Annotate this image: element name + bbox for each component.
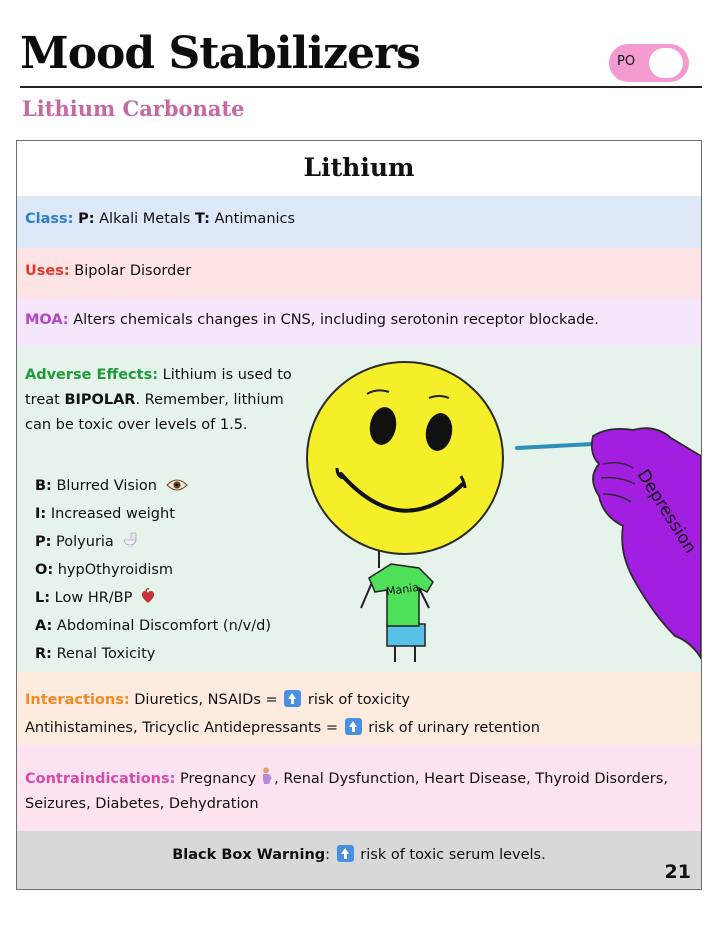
bipolar-mnemonic-list	[35, 472, 271, 668]
up-arrow-icon	[345, 718, 362, 735]
contraindications-row	[17, 745, 701, 831]
interactions-text: risk of toxicity	[307, 692, 410, 708]
interactions-label: Interactions:	[25, 692, 130, 708]
mnemonic-text: Renal Toxicity	[56, 646, 156, 662]
adverse-intro-text: Lithium is used to treat	[25, 367, 292, 408]
class-label: Class:	[25, 211, 74, 227]
eye-icon	[166, 478, 188, 492]
uses-label: Uses:	[25, 263, 70, 279]
list-item	[35, 500, 271, 528]
list-item	[35, 640, 271, 668]
toilet-icon	[122, 532, 138, 548]
class-p-label: P:	[78, 211, 95, 227]
uses-row	[17, 248, 701, 298]
interactions-text: Antihistamines, Tricyclic Antidepressants =	[25, 720, 338, 736]
mnemonic-text: Abdominal Discomfort (n/v/d)	[56, 618, 271, 634]
mnemonic-letter: A:	[35, 618, 53, 634]
heart-icon	[141, 588, 155, 604]
title-divider	[20, 86, 702, 88]
contraindications-label: Contraindications:	[25, 771, 176, 787]
class-t-label: T:	[194, 211, 210, 227]
class-row	[17, 196, 701, 248]
adverse-intro-bold: BIPOLAR	[64, 392, 136, 408]
mnemonic-letter: B:	[35, 478, 52, 494]
route-toggle[interactable]	[609, 44, 689, 82]
mnemonic-letter: I:	[35, 506, 47, 522]
drug-subtitle: Lithium Carbonate	[22, 96, 245, 121]
toggle-knob	[649, 48, 683, 78]
list-item	[35, 556, 271, 584]
mnemonic-letter: R:	[35, 646, 52, 662]
mnemonic-text: Low HR/BP	[54, 590, 133, 606]
contraindications-text: , Renal Dysfunction, Heart Disease, Thyroid Disorders, Seizures, Diabetes, Dehydration	[25, 771, 668, 812]
interactions-row	[17, 672, 701, 745]
mnemonic-letter: L:	[35, 590, 51, 606]
interactions-text: Diuretics, NSAIDs =	[134, 692, 278, 708]
page-number: 21	[664, 861, 691, 883]
card-title: Lithium	[303, 153, 415, 182]
adverse-effects-intro	[25, 363, 305, 438]
adverse-intro-text-2: . Remember, lithium can be toxic over levels of 1.5.	[25, 392, 284, 433]
black-box-text: risk of toxic serum levels.	[360, 847, 546, 863]
list-item	[35, 528, 271, 556]
moa-row	[17, 298, 701, 346]
contraindications-text: Pregnancy	[180, 771, 257, 787]
list-item	[35, 472, 271, 500]
mnemonic-letter: P:	[35, 534, 52, 550]
mnemonic-text: hypOthyroidism	[57, 562, 174, 578]
arm-text: Depression	[632, 466, 701, 558]
mnemonic-letter: O:	[35, 562, 54, 578]
smiley-face	[307, 362, 503, 554]
route-label: PO	[617, 54, 636, 69]
uses-value: Bipolar Disorder	[74, 263, 192, 279]
colon: :	[325, 847, 331, 863]
pin	[517, 444, 593, 448]
mnemonic-text: Polyuria	[56, 534, 114, 550]
adverse-effects-row	[17, 346, 701, 672]
adverse-effects-label: Adverse Effects:	[25, 367, 158, 383]
up-arrow-icon	[337, 845, 354, 862]
moa-label: MOA:	[25, 312, 69, 328]
shirt-text: Mania	[385, 580, 420, 599]
black-box-label: Black Box Warning	[172, 847, 326, 863]
pregnant-woman-icon	[260, 767, 274, 785]
interactions-line-1	[25, 686, 701, 714]
drug-card	[16, 140, 702, 890]
shorts	[387, 624, 425, 646]
interactions-text: risk of urinary retention	[368, 720, 540, 736]
class-p-value: Alkali Metals	[99, 211, 191, 227]
mania-depression-illustration	[303, 346, 701, 672]
mnemonic-text: Increased weight	[50, 506, 175, 522]
moa-value: Alters chemicals changes in CNS, including serotonin receptor blockade.	[73, 312, 599, 328]
mnemonic-text: Blurred Vision	[56, 478, 157, 494]
interactions-line-2	[25, 714, 701, 742]
black-box-warning-row	[17, 831, 701, 890]
class-t-value: Antimanics	[214, 211, 296, 227]
list-item	[35, 584, 271, 612]
up-arrow-icon	[284, 690, 301, 707]
page-title: Mood Stabilizers	[20, 28, 420, 79]
list-item	[35, 612, 271, 640]
